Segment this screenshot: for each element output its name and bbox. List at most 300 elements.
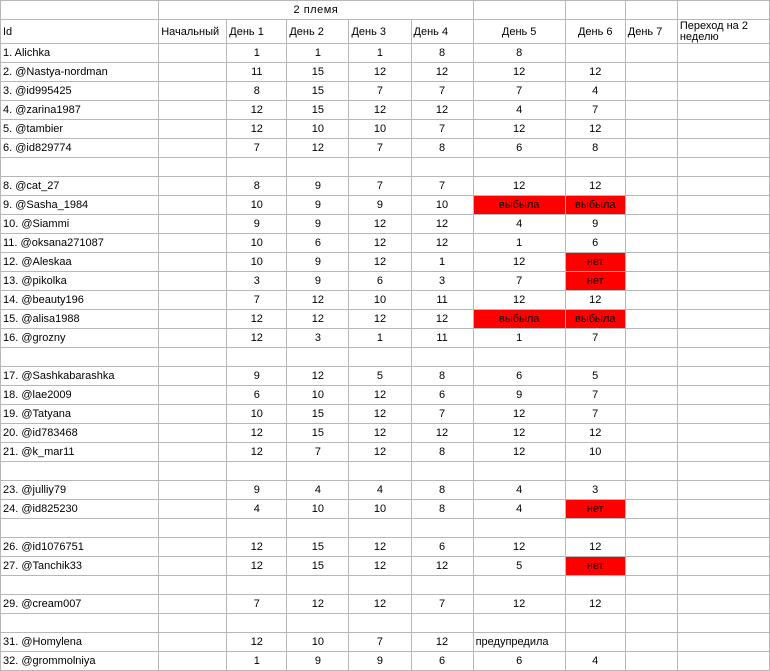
score-cell-next-week — [677, 519, 769, 538]
score-cell-day3 — [349, 614, 411, 633]
table-row — [1, 177, 770, 196]
score-cell-day3 — [349, 576, 411, 595]
score-cell-initial — [159, 234, 227, 253]
score-cell-next-week — [677, 652, 769, 671]
score-cell-day6 — [565, 614, 625, 633]
table-row — [1, 272, 770, 291]
score-cell-day7 — [625, 462, 677, 481]
score-cell-day5: 12 — [473, 120, 565, 139]
score-cell-day4: 6 — [411, 538, 473, 557]
score-cell-day4: 7 — [411, 177, 473, 196]
player-name-cell: 2. @Nastya-nordman — [1, 63, 159, 82]
score-cell-day4 — [411, 576, 473, 595]
score-cell-day3: 10 — [349, 291, 411, 310]
player-name-cell — [1, 614, 159, 633]
score-cell-day2: 6 — [287, 234, 349, 253]
score-cell-day4: 7 — [411, 82, 473, 101]
score-cell-day7 — [625, 215, 677, 234]
score-cell-day5: 4 — [473, 101, 565, 120]
score-cell-day2: 10 — [287, 500, 349, 519]
score-cell-day1: 10 — [227, 234, 287, 253]
player-name-cell — [1, 462, 159, 481]
score-cell-day2: 3 — [287, 329, 349, 348]
score-cell-next-week — [677, 44, 769, 63]
score-cell-initial — [159, 158, 227, 177]
score-cell-day1 — [227, 158, 287, 177]
spacer-row — [1, 519, 770, 538]
score-cell-day5 — [473, 519, 565, 538]
player-name-cell: 21. @k_mar11 — [1, 443, 159, 462]
table-row — [1, 386, 770, 405]
table-row — [1, 120, 770, 139]
column-header-day6: День 6 — [565, 20, 625, 44]
score-cell-day1: 12 — [227, 424, 287, 443]
score-cell-day1: 12 — [227, 120, 287, 139]
score-cell-initial — [159, 196, 227, 215]
column-header-day4: День 4 — [411, 20, 473, 44]
score-cell-day2: 4 — [287, 481, 349, 500]
score-cell-initial — [159, 291, 227, 310]
score-cell-next-week — [677, 538, 769, 557]
player-name-cell: 27. @Tanchik33 — [1, 557, 159, 576]
score-cell-day2 — [287, 348, 349, 367]
table-row — [1, 500, 770, 519]
spacer-row — [1, 576, 770, 595]
score-cell-initial — [159, 348, 227, 367]
score-cell-initial — [159, 557, 227, 576]
score-cell-day5: 6 — [473, 367, 565, 386]
title-spacer-left — [1, 1, 159, 20]
score-cell-day3: 1 — [349, 44, 411, 63]
score-cell-next-week — [677, 462, 769, 481]
score-cell-day4: 6 — [411, 652, 473, 671]
score-cell-day5: 1 — [473, 234, 565, 253]
score-cell-day4 — [411, 614, 473, 633]
score-cell-next-week — [677, 576, 769, 595]
score-cell-next-week — [677, 139, 769, 158]
eliminated-cell-day6: нет — [565, 253, 625, 272]
score-cell-day7 — [625, 120, 677, 139]
score-cell-next-week — [677, 177, 769, 196]
score-cell-day6 — [565, 519, 625, 538]
score-cell-day4: 12 — [411, 310, 473, 329]
score-cell-day7 — [625, 519, 677, 538]
eliminated-cell-day5: выбыла — [473, 196, 565, 215]
score-cell-day5: 5 — [473, 557, 565, 576]
score-cell-day2: 15 — [287, 63, 349, 82]
score-cell-day2: 12 — [287, 139, 349, 158]
score-cell-day6: 12 — [565, 291, 625, 310]
player-name-cell: 32. @grommolniya — [1, 652, 159, 671]
title-spacer-3 — [625, 1, 677, 20]
score-cell-day3: 12 — [349, 386, 411, 405]
table-row — [1, 633, 770, 652]
score-cell-day5: 12 — [473, 177, 565, 196]
score-cell-day7 — [625, 557, 677, 576]
eliminated-cell-day5: выбыла — [473, 310, 565, 329]
title-spacer-1 — [473, 1, 565, 20]
score-cell-next-week — [677, 158, 769, 177]
score-cell-day6: 12 — [565, 177, 625, 196]
score-cell-day4: 11 — [411, 329, 473, 348]
score-cell-day5: 7 — [473, 272, 565, 291]
score-cell-next-week — [677, 329, 769, 348]
score-cell-day2: 15 — [287, 82, 349, 101]
player-name-cell: 19. @Tatyana — [1, 405, 159, 424]
score-cell-day2: 15 — [287, 557, 349, 576]
score-cell-day1: 12 — [227, 538, 287, 557]
score-cell-day6: 10 — [565, 443, 625, 462]
table-row — [1, 82, 770, 101]
score-cell-day5: 12 — [473, 253, 565, 272]
score-cell-day2 — [287, 576, 349, 595]
player-name-cell: 13. @pikolka — [1, 272, 159, 291]
score-cell-initial — [159, 82, 227, 101]
table-row — [1, 405, 770, 424]
player-name-cell: 16. @grozny — [1, 329, 159, 348]
score-cell-day5: 8 — [473, 44, 565, 63]
score-cell-initial — [159, 424, 227, 443]
score-cell-day4: 10 — [411, 196, 473, 215]
score-cell-day2: 12 — [287, 595, 349, 614]
score-cell-day4: 7 — [411, 120, 473, 139]
score-cell-day3: 7 — [349, 633, 411, 652]
score-cell-day1: 7 — [227, 291, 287, 310]
score-cell-day7 — [625, 253, 677, 272]
column-header-initial: Начальный — [159, 20, 227, 44]
score-cell-initial — [159, 101, 227, 120]
score-cell-day1 — [227, 462, 287, 481]
score-cell-day5: 12 — [473, 443, 565, 462]
score-cell-day1: 8 — [227, 177, 287, 196]
score-cell-initial — [159, 614, 227, 633]
score-cell-next-week — [677, 557, 769, 576]
score-cell-day2: 15 — [287, 405, 349, 424]
player-name-cell: 26. @id1076751 — [1, 538, 159, 557]
score-cell-day3: 9 — [349, 196, 411, 215]
score-cell-day6: 12 — [565, 63, 625, 82]
score-cell-initial — [159, 367, 227, 386]
score-cell-day2: 12 — [287, 310, 349, 329]
score-cell-day7 — [625, 272, 677, 291]
player-name-cell: 6. @id829774 — [1, 139, 159, 158]
score-cell-day3: 12 — [349, 557, 411, 576]
table-row — [1, 101, 770, 120]
player-name-cell: 24. @id825230 — [1, 500, 159, 519]
score-cell-day7 — [625, 234, 677, 253]
score-cell-day3: 6 — [349, 272, 411, 291]
score-cell-day2: 15 — [287, 424, 349, 443]
score-cell-day1: 9 — [227, 481, 287, 500]
spacer-row — [1, 158, 770, 177]
table-row — [1, 538, 770, 557]
score-cell-day4: 6 — [411, 386, 473, 405]
player-name-cell — [1, 158, 159, 177]
score-cell-day1: 3 — [227, 272, 287, 291]
score-cell-day5: 4 — [473, 215, 565, 234]
score-cell-day3: 7 — [349, 177, 411, 196]
score-cell-day5: 12 — [473, 405, 565, 424]
score-cell-next-week — [677, 481, 769, 500]
score-cell-day4: 12 — [411, 63, 473, 82]
score-cell-day4: 12 — [411, 557, 473, 576]
player-name-cell — [1, 348, 159, 367]
score-cell-day2: 10 — [287, 633, 349, 652]
column-header-day1: День 1 — [227, 20, 287, 44]
table-row — [1, 63, 770, 82]
score-cell-day5: 12 — [473, 538, 565, 557]
score-cell-initial — [159, 481, 227, 500]
score-cell-initial — [159, 310, 227, 329]
score-cell-next-week — [677, 500, 769, 519]
score-cell-next-week — [677, 196, 769, 215]
score-cell-next-week — [677, 215, 769, 234]
score-cell-day6: 7 — [565, 405, 625, 424]
table-row — [1, 652, 770, 671]
score-cell-day2: 9 — [287, 196, 349, 215]
table-row — [1, 310, 770, 329]
player-name-cell: 23. @julliy79 — [1, 481, 159, 500]
column-header-day7: День 7 — [625, 20, 677, 44]
score-cell-next-week — [677, 386, 769, 405]
score-cell-day4: 8 — [411, 44, 473, 63]
table-row — [1, 291, 770, 310]
score-cell-day3 — [349, 158, 411, 177]
score-cell-day3: 12 — [349, 101, 411, 120]
score-cell-day3: 1 — [349, 329, 411, 348]
player-name-cell: 20. @id783468 — [1, 424, 159, 443]
score-cell-day6: 7 — [565, 386, 625, 405]
player-name-cell: 31. @Homylena — [1, 633, 159, 652]
title-row — [1, 1, 770, 20]
score-cell-day7 — [625, 63, 677, 82]
score-cell-initial — [159, 272, 227, 291]
score-cell-day6: 12 — [565, 120, 625, 139]
score-cell-next-week — [677, 291, 769, 310]
score-cell-day5: 6 — [473, 139, 565, 158]
score-cell-day7 — [625, 82, 677, 101]
score-cell-day5: 12 — [473, 63, 565, 82]
score-cell-day4: 12 — [411, 633, 473, 652]
score-cell-day6 — [565, 576, 625, 595]
score-cell-day5: 12 — [473, 291, 565, 310]
score-cell-day2: 10 — [287, 120, 349, 139]
score-cell-next-week — [677, 443, 769, 462]
score-cell-day1: 7 — [227, 595, 287, 614]
page-title: 2 племя — [159, 1, 473, 20]
score-cell-day6: 8 — [565, 139, 625, 158]
score-cell-day2: 9 — [287, 215, 349, 234]
score-cell-day3 — [349, 462, 411, 481]
table-row — [1, 215, 770, 234]
column-header-id: Id — [1, 20, 159, 44]
score-cell-day6: 4 — [565, 652, 625, 671]
score-cell-day1: 12 — [227, 310, 287, 329]
score-cell-day5 — [473, 576, 565, 595]
score-cell-day5 — [473, 614, 565, 633]
column-header-next-week: Переход на 2 неделю — [677, 20, 769, 44]
score-cell-next-week — [677, 253, 769, 272]
score-cell-day1: 7 — [227, 139, 287, 158]
score-cell-day7 — [625, 329, 677, 348]
score-cell-day4: 12 — [411, 101, 473, 120]
score-cell-initial — [159, 386, 227, 405]
score-cell-next-week — [677, 595, 769, 614]
score-cell-initial — [159, 329, 227, 348]
table-row — [1, 139, 770, 158]
score-cell-day1: 8 — [227, 82, 287, 101]
score-cell-day3: 12 — [349, 424, 411, 443]
table-row — [1, 234, 770, 253]
score-cell-day6: 9 — [565, 215, 625, 234]
eliminated-cell-day6: нет — [565, 272, 625, 291]
score-cell-day4: 11 — [411, 291, 473, 310]
score-cell-day7 — [625, 177, 677, 196]
eliminated-cell-day6: выбыла — [565, 196, 625, 215]
score-cell-day2 — [287, 462, 349, 481]
score-cell-day2: 7 — [287, 443, 349, 462]
score-cell-day7 — [625, 367, 677, 386]
score-cell-day7 — [625, 139, 677, 158]
title-spacer-2 — [565, 1, 625, 20]
score-cell-day3: 7 — [349, 139, 411, 158]
score-cell-next-week — [677, 348, 769, 367]
score-cell-initial — [159, 576, 227, 595]
score-cell-next-week — [677, 120, 769, 139]
score-cell-day1: 1 — [227, 44, 287, 63]
spacer-row — [1, 462, 770, 481]
score-cell-day4: 12 — [411, 424, 473, 443]
score-cell-day3 — [349, 519, 411, 538]
score-cell-day5 — [473, 348, 565, 367]
score-cell-next-week — [677, 63, 769, 82]
title-spacer-4 — [677, 1, 769, 20]
score-cell-day7 — [625, 576, 677, 595]
score-cell-day7 — [625, 424, 677, 443]
score-cell-day7 — [625, 538, 677, 557]
score-cell-initial — [159, 462, 227, 481]
score-cell-day1: 11 — [227, 63, 287, 82]
score-cell-day2: 9 — [287, 652, 349, 671]
score-cell-next-week — [677, 82, 769, 101]
score-cell-day3: 12 — [349, 405, 411, 424]
score-cell-day5: 7 — [473, 82, 565, 101]
score-cell-day6: 12 — [565, 595, 625, 614]
spacer-row — [1, 348, 770, 367]
score-cell-day4: 12 — [411, 215, 473, 234]
score-cell-day6: 12 — [565, 424, 625, 443]
player-name-cell: 1. Alichka — [1, 44, 159, 63]
score-cell-day1 — [227, 576, 287, 595]
score-cell-next-week — [677, 424, 769, 443]
score-cell-day2: 9 — [287, 272, 349, 291]
score-cell-day6: 5 — [565, 367, 625, 386]
score-cell-day1: 9 — [227, 215, 287, 234]
score-cell-initial — [159, 63, 227, 82]
player-name-cell: 14. @beauty196 — [1, 291, 159, 310]
score-cell-day6 — [565, 633, 625, 652]
score-cell-day7 — [625, 348, 677, 367]
table-row — [1, 443, 770, 462]
score-cell-initial — [159, 500, 227, 519]
player-name-cell: 3. @id995425 — [1, 82, 159, 101]
score-cell-day1: 12 — [227, 101, 287, 120]
score-cell-day5: 12 — [473, 424, 565, 443]
score-cell-day4: 7 — [411, 405, 473, 424]
score-cell-next-week — [677, 367, 769, 386]
score-cell-day7 — [625, 101, 677, 120]
score-cell-initial — [159, 538, 227, 557]
score-cell-initial — [159, 177, 227, 196]
score-cell-day4: 8 — [411, 139, 473, 158]
score-cell-day7 — [625, 405, 677, 424]
score-cell-day4: 8 — [411, 367, 473, 386]
score-cell-day6: 3 — [565, 481, 625, 500]
score-cell-day6 — [565, 462, 625, 481]
score-cell-day4: 8 — [411, 481, 473, 500]
score-cell-day3: 12 — [349, 253, 411, 272]
player-name-cell: 4. @zarina1987 — [1, 101, 159, 120]
score-cell-day6: 4 — [565, 82, 625, 101]
score-cell-initial — [159, 139, 227, 158]
table-row — [1, 329, 770, 348]
score-cell-day4 — [411, 462, 473, 481]
score-cell-day7 — [625, 614, 677, 633]
score-cell-day1: 4 — [227, 500, 287, 519]
score-cell-day2: 9 — [287, 177, 349, 196]
score-cell-next-week — [677, 310, 769, 329]
score-cell-day1: 6 — [227, 386, 287, 405]
score-cell-day3: 4 — [349, 481, 411, 500]
score-cell-day4: 7 — [411, 595, 473, 614]
score-cell-day3: 12 — [349, 234, 411, 253]
score-cell-day1: 12 — [227, 557, 287, 576]
player-name-cell — [1, 519, 159, 538]
score-cell-day1 — [227, 614, 287, 633]
score-cell-day6 — [565, 158, 625, 177]
score-cell-day2: 12 — [287, 291, 349, 310]
score-cell-initial — [159, 519, 227, 538]
score-cell-day7 — [625, 291, 677, 310]
score-cell-day6: 6 — [565, 234, 625, 253]
table-row — [1, 253, 770, 272]
score-cell-next-week — [677, 405, 769, 424]
score-cell-day7 — [625, 633, 677, 652]
table-row — [1, 424, 770, 443]
score-cell-day5 — [473, 158, 565, 177]
player-name-cell: 10. @Siammi — [1, 215, 159, 234]
score-cell-day5: 4 — [473, 481, 565, 500]
score-cell-day5: 1 — [473, 329, 565, 348]
score-cell-next-week — [677, 633, 769, 652]
score-cell-initial — [159, 652, 227, 671]
score-cell-day5: 9 — [473, 386, 565, 405]
score-cell-day7 — [625, 386, 677, 405]
score-cell-next-week — [677, 101, 769, 120]
score-cell-day6: 7 — [565, 329, 625, 348]
score-cell-next-week — [677, 234, 769, 253]
score-cell-day3: 12 — [349, 595, 411, 614]
score-cell-day6: 12 — [565, 538, 625, 557]
score-cell-day2 — [287, 519, 349, 538]
score-cell-day3: 12 — [349, 443, 411, 462]
score-cell-day4: 12 — [411, 234, 473, 253]
player-name-cell: 9. @Sasha_1984 — [1, 196, 159, 215]
score-cell-day5 — [473, 462, 565, 481]
score-cell-initial — [159, 120, 227, 139]
score-cell-day5: предупредила — [473, 633, 565, 652]
score-cell-day4 — [411, 158, 473, 177]
